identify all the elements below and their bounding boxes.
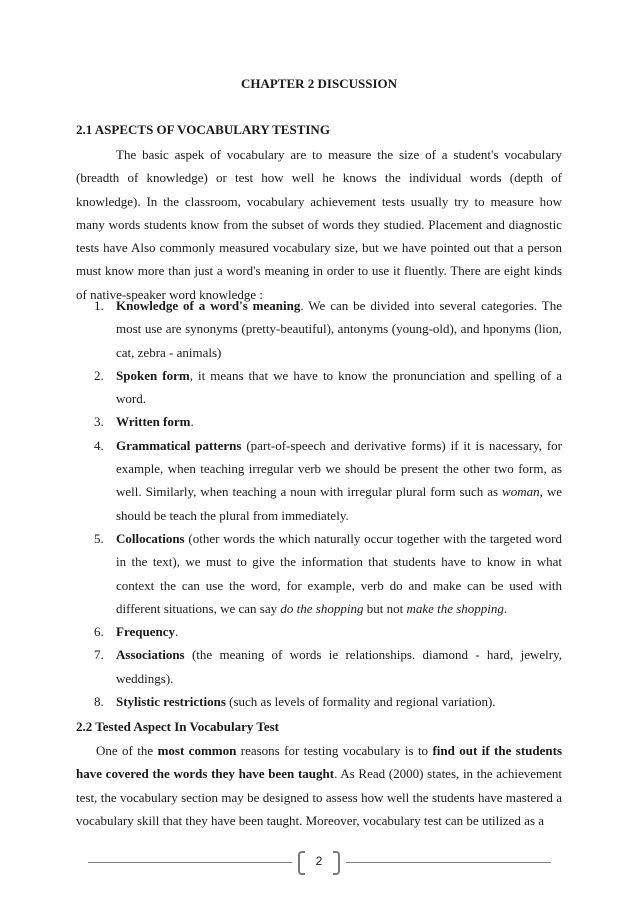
- list-item: [76, 434, 562, 527]
- footer-divider-left: [88, 862, 292, 863]
- list-item-bold: Knowledge of a word's meaning: [116, 298, 301, 313]
- section-2-1-intro: [76, 143, 562, 306]
- list-item: [76, 527, 562, 620]
- list-item: [76, 294, 562, 364]
- list-item-text: (part-of-speech and derivative forms) if it is nacessary, for example, when teaching irregular verb we should be present the other two form, as well. Similarly, when teaching a noun with irregular plural form such as: [116, 437, 562, 500]
- list-item-number: 7.: [94, 647, 104, 663]
- list-item-bold: Stylistic restrictions: [116, 694, 226, 710]
- list-item-number: 2.: [94, 367, 104, 383]
- section-heading-2-1: 2.1 ASPECTS OF VOCABULARY TESTING: [76, 122, 330, 137]
- list-item-italic-2: make the shopping: [406, 600, 504, 616]
- paragraph-text: reasons for testing vocabulary is to: [236, 743, 433, 758]
- list-item-number: 8.: [94, 694, 104, 710]
- list-item-text: (other words the which naturally occur together with the targeted word in the text), we must to give the information that students have to know in what context the can use the word, for example, verb do and make can be used with different situations, we can say: [116, 530, 562, 616]
- list-item: [76, 620, 562, 643]
- list-item-text-end: .: [503, 600, 508, 616]
- page-number: 2: [315, 854, 323, 868]
- list-item-text: .: [190, 414, 194, 430]
- list-item-text: (such as levels of formality and regional variation).: [225, 694, 496, 710]
- paragraph-bold: find out if the students have covered the words they have been taught: [76, 743, 562, 782]
- list-item-text-cont: , we should be teach the plural from immediately.: [116, 484, 562, 523]
- paragraph-text: . As Read (2000) states, in the achievement test, the vocabulary section may be designed to assess how well the students have mastered a vocabulary skill that they have been taught. Moreover, vocabulary test can be utilized as a: [76, 766, 562, 828]
- list-item-text-cont: but not: [363, 600, 407, 616]
- page-number-box: [298, 851, 340, 873]
- footer-divider-right: [346, 862, 551, 863]
- list-item-number: 6.: [94, 624, 104, 640]
- paragraph-bold: most common: [157, 743, 237, 758]
- list-item-bold: Spoken form: [116, 367, 190, 383]
- list-item-number: 3.: [94, 414, 104, 430]
- list-item-bold: Frequency: [116, 624, 175, 640]
- intro-paragraph: The basic aspek of vocabulary are to measure the size of a student's vocabulary (breadth of knowledge) or test how well he knows the individual words (depth of knowledge). In the classroom, vocabulary achievement tests usually try to measure how many words students know from the subset of words they studied. Placement and diagnostic tests have Also commonly measured vocabulary size, but we have pointed out that a person must know more than just a word's meaning in order to use it fluently. There are eight kinds of native-speaker word knowledge :: [76, 147, 562, 302]
- list-item-bold: Grammatical patterns: [116, 437, 242, 453]
- list-item-number: 5.: [94, 530, 104, 546]
- list-item-bold: Written form: [116, 414, 191, 430]
- list-item: [76, 643, 562, 690]
- section-heading-2-2: 2.2 Tested Aspect In Vocabulary Test: [76, 719, 279, 734]
- list-item-text: .: [174, 624, 179, 640]
- list-item-text: . We can be divided into several categories. The most use are synonyms (pretty-beautiful), antonyms (young-old), and hponyms (lion, cat, zebra - animals): [116, 298, 562, 360]
- list-item: [76, 364, 562, 411]
- list-item-bold: Collocations: [116, 530, 185, 546]
- word-knowledge-list: [76, 294, 562, 713]
- list-item: [76, 690, 562, 713]
- list-item-text: (the meaning of words ie relationships. diamond - hard, jewelry, weddings).: [116, 647, 562, 686]
- list-item-italic: do the shopping: [280, 600, 364, 616]
- chapter-title: CHAPTER 2 DISCUSSION: [240, 76, 398, 91]
- list-item: [76, 410, 562, 433]
- list-item-number: 1.: [94, 298, 104, 313]
- list-item-number: 4.: [94, 437, 104, 453]
- list-item-text: , it means that we have to know the pronunciation and spelling of a word.: [116, 367, 562, 407]
- list-item-bold: Associations: [116, 647, 185, 663]
- paragraph-text: One of the: [96, 743, 158, 758]
- section-2-2-paragraph: [76, 739, 562, 832]
- list-item-italic: woman: [502, 484, 540, 500]
